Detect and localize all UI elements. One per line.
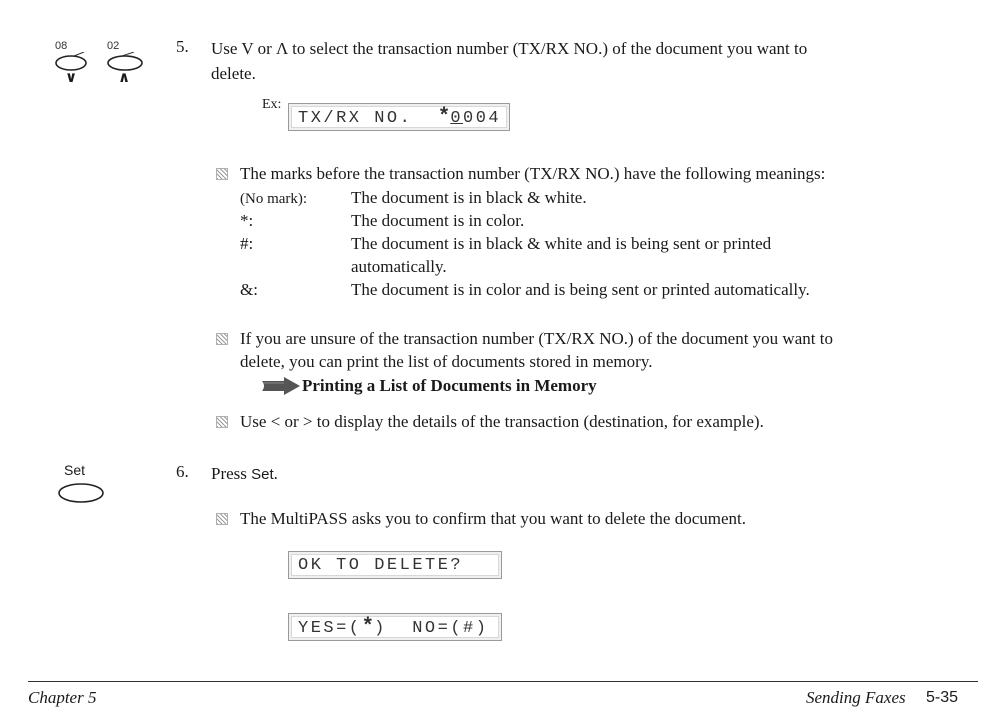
footer-page-number: 5-35 xyxy=(926,689,959,706)
marks-row xyxy=(240,186,980,209)
note-details: Use < or > to display the details of the transaction (destination, for example). xyxy=(240,412,764,431)
step-number: 6. xyxy=(176,462,189,481)
mark-symbol: *: xyxy=(240,211,254,230)
note-bullet-icon xyxy=(216,513,228,525)
note-bullet-icon xyxy=(216,168,228,180)
down-chevron-icon: ∨ xyxy=(65,69,78,86)
set-key-label: Set xyxy=(64,462,86,478)
cross-reference-link[interactable]: Printing a List of Documents in Memory xyxy=(302,376,597,395)
down-key xyxy=(52,40,92,88)
note-marks-intro: The marks before the transaction number (TX/RX NO.) have the following meanings: xyxy=(240,164,826,183)
lcd-display-yes-no xyxy=(288,613,502,641)
lcd-text: TX/RX NO. xyxy=(298,109,438,128)
down-key-label: 08 xyxy=(55,40,68,52)
footer-rule xyxy=(28,681,978,682)
mark-symbol: #: xyxy=(240,234,254,253)
oval-key-icon xyxy=(56,480,106,506)
footer-section: Sending Faxes xyxy=(806,688,906,707)
set-key-reference: Set xyxy=(251,466,274,483)
note-confirm: The MultiPASS asks you to confirm that you want to delete the document. xyxy=(240,509,747,528)
mark-meaning: The document is in color and is being sent or printed automatically. xyxy=(351,280,810,299)
footer-chapter: Chapter 5 xyxy=(28,688,97,707)
mark-meaning-continued: automatically. xyxy=(351,257,447,276)
mark-meaning: The document is in color. xyxy=(351,211,525,230)
arrow-icon xyxy=(262,377,300,395)
up-key xyxy=(104,40,148,88)
step-instruction xyxy=(211,37,971,85)
step-instruction-text: Press xyxy=(211,464,252,483)
note-bullet-icon xyxy=(216,416,228,428)
note-unsure xyxy=(240,327,980,373)
marks-list xyxy=(240,186,980,301)
marks-row xyxy=(240,232,980,278)
step-instruction-line: delete. xyxy=(211,64,256,83)
step-instruction-line: Use V or Λ to select the transaction number (TX/RX NO.) of the document you want to xyxy=(211,39,808,58)
lcd-star: * xyxy=(437,106,451,129)
lcd-display-confirm xyxy=(288,551,502,579)
step-number: 5. xyxy=(176,37,189,56)
note-line: If you are unsure of the transaction number (TX/RX NO.) of the document you want to xyxy=(240,329,833,348)
step-instruction-text: . xyxy=(273,464,278,483)
lcd-text: OK TO DELETE? xyxy=(298,556,464,575)
note-line: delete, you can print the list of documents stored in memory. xyxy=(240,352,653,371)
lcd-star: * xyxy=(361,616,375,639)
set-key xyxy=(56,462,116,506)
lcd-display-example xyxy=(288,103,510,131)
note-bullet-icon xyxy=(216,333,228,345)
example-label: Ex: xyxy=(262,97,282,112)
lcd-text: ) NO=(#) xyxy=(374,619,489,638)
mark-symbol: &: xyxy=(240,280,258,299)
marks-row xyxy=(240,278,980,301)
mark-symbol: (No mark): xyxy=(240,191,308,207)
mark-meaning: The document is in black & white. xyxy=(351,188,587,207)
marks-row xyxy=(240,209,980,232)
mark-meaning: The document is in black & white and is being sent or printed xyxy=(351,234,772,253)
up-key-label: 02 xyxy=(107,40,120,52)
lcd-text: 004 xyxy=(463,109,502,128)
up-chevron-icon: ∧ xyxy=(118,69,131,86)
step-instruction xyxy=(211,462,278,486)
lcd-text: YES=( xyxy=(298,619,362,638)
lcd-cursor-digit: 0 xyxy=(450,109,464,128)
